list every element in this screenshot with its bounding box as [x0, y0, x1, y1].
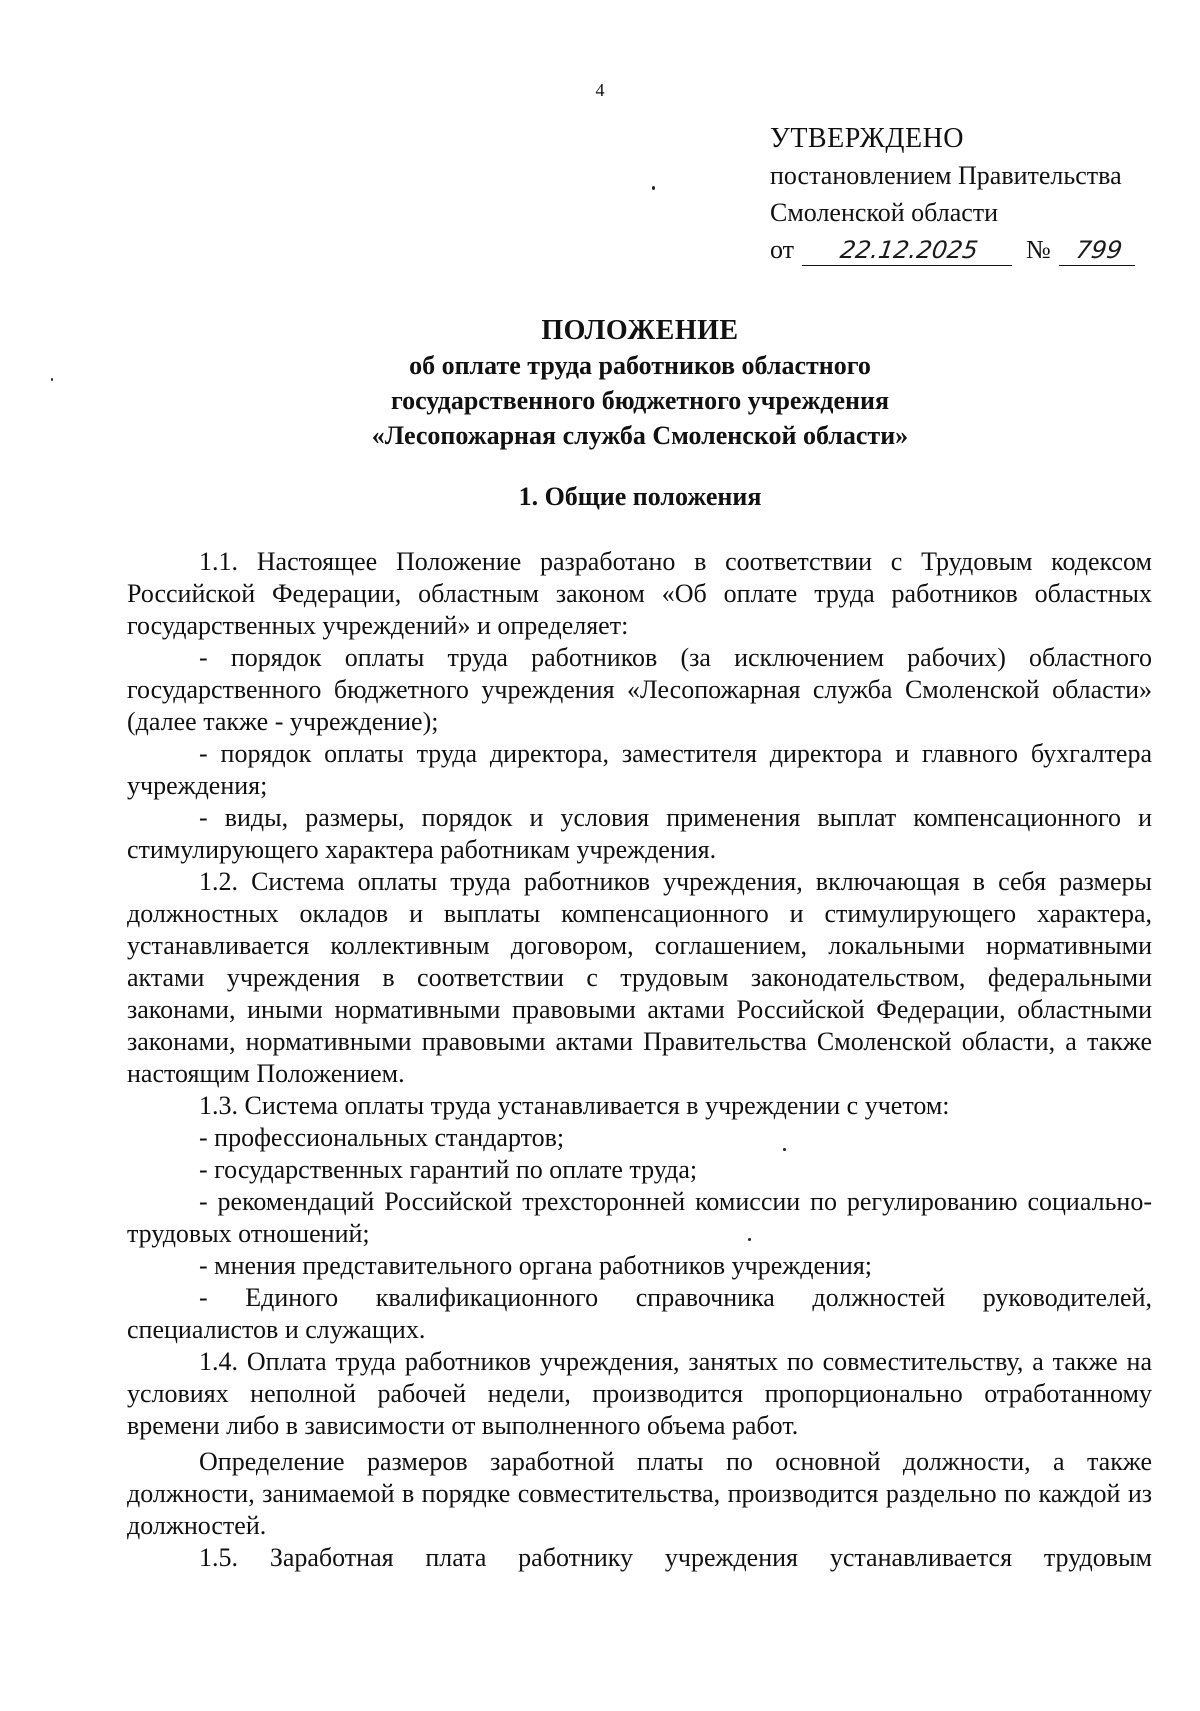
from-prefix: от: [770, 235, 795, 264]
paragraph: - виды, размеры, порядок и условия применения выплат компенсационного и стимулирующего характера работникам учреждения.: [127, 803, 1152, 864]
title-main: ПОЛОЖЕНИЕ: [541, 315, 739, 346]
approval-date-number-line: [770, 231, 1137, 268]
section-heading: 1. Общие положения: [518, 482, 762, 511]
paragraph: - порядок оплаты труда работников (за исключением рабочих) областного государственного бюджетного учреждения «Лесопожарная служба Смоленской области» (далее также - учреждение);: [127, 643, 1152, 736]
title-line-1: об оплате труда работников областного: [409, 351, 871, 380]
paragraph: - порядок оплаты труда директора, заместителя директора и главного бухгалтера учреждения;: [127, 739, 1152, 800]
page-number: 4: [595, 80, 605, 100]
scan-speck: [652, 186, 655, 190]
paragraph: 1.5. Заработная плата работнику учреждения устанавливается трудовым: [199, 1543, 1152, 1572]
paragraph: 1.4. Оплата труда работников учреждения, занятых по совместительству, а также на условиях неполной рабочей недели, производится пропорционально отработанному времени либо в зависимости от выполненного объема работ.: [127, 1347, 1152, 1440]
paragraph: Определение размеров заработной платы по основной должности, а также должности, занимаемой в порядке совместительства, производится раздельно по каждой из должностей.: [127, 1447, 1152, 1540]
paragraph: 1.1. Настоящее Положение разработано в соответствии с Трудовым кодексом Российской Федерации, областным законом «Об оплате труда работников областных государственных учреждений» и определяет:: [127, 547, 1152, 640]
title-line-3: «Лесопожарная служба Смоленской области»: [371, 421, 909, 450]
number-sign: №: [1026, 235, 1051, 264]
paragraph: - профессиональных стандартов;: [199, 1123, 565, 1152]
approval-line-1: постановлением Правительства: [770, 161, 1122, 190]
paragraph: - Единого квалификационного справочника должностей руководителей, специалистов и служащих.: [127, 1283, 1152, 1344]
paragraph: - государственных гарантий по оплате труда;: [199, 1155, 698, 1184]
approval-heading: УТВЕРЖДЕНО: [770, 123, 965, 154]
paragraph: 1.2. Система оплаты труда работников учреждения, включающая в себя размеры должностных окладов и выплаты компенсационного и стимулирующего характера, устанавливается коллективным договором, соглашением, локальными нормативными актами учреждения в соответствии с трудовым законодательством, федеральными законами, иными нормативными правовыми актами Российской Федерации, областными законами, нормативными правовыми актами Правительства Смоленской области, а также настоящим Положением.: [127, 867, 1152, 1088]
document-body: [127, 546, 1152, 1574]
handwritten-date: 22.12.2025: [802, 235, 1016, 266]
paragraph: - рекомендаций Российской трехсторонней комиссии по регулированию социально-трудовых отношений;: [127, 1187, 1152, 1248]
handwritten-number: 799: [1059, 235, 1139, 266]
approval-block: [770, 120, 1137, 268]
title-line-2: государственного бюджетного учреждения: [390, 386, 890, 415]
document-title: [0, 313, 1200, 453]
approval-line-2: Смоленской области: [770, 198, 999, 227]
paragraph: - мнения представительного органа работников учреждения;: [199, 1251, 873, 1280]
paragraph: 1.3. Система оплаты труда устанавливается в учреждении с учетом:: [199, 1091, 950, 1120]
